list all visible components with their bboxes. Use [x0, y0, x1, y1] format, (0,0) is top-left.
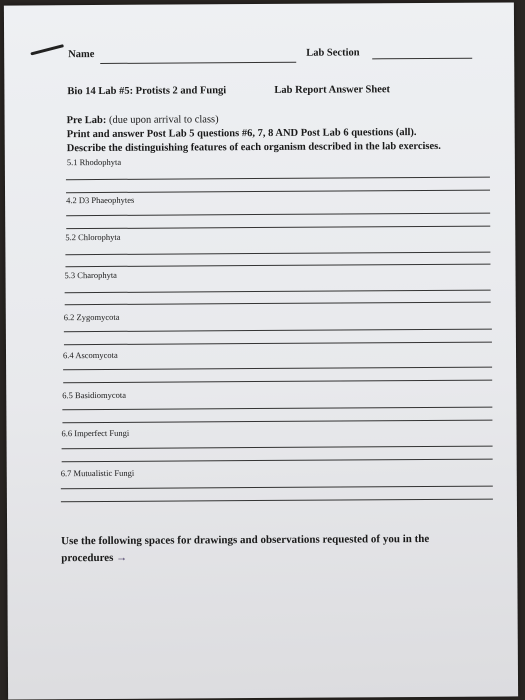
- arrow-right-icon: →: [116, 551, 128, 564]
- name-field-line[interactable]: [100, 62, 296, 64]
- answer-line[interactable]: [64, 342, 492, 346]
- question-label: 6.5 Basidiomycota: [62, 389, 127, 401]
- question-label: 5.2 Chlorophyta: [65, 231, 121, 243]
- instruction-describe: Describe the distinguishing features of each organism described in the lab exercises.: [66, 140, 441, 155]
- question-label: 6.6 Imperfect Fungi: [61, 427, 130, 439]
- procedures-label: procedures: [61, 551, 114, 565]
- answer-line[interactable]: [65, 252, 490, 256]
- question-label: 6.7 Mutualistic Fungi: [60, 467, 135, 479]
- instruction-print-answer: Print and answer Post Lab 5 questions #6, 7, 8 AND Post Lab 6 questions (all).: [66, 127, 417, 141]
- answer-line[interactable]: [62, 446, 493, 450]
- lab-section-field-line[interactable]: [372, 58, 472, 60]
- answer-line[interactable]: [61, 486, 493, 490]
- sheet-title: Lab Report Answer Sheet: [274, 84, 391, 96]
- question-label: 4.2 D3 Phaeophytes: [66, 194, 135, 206]
- worksheet-page: [4, 2, 518, 699]
- name-label: Name: [68, 49, 95, 61]
- answer-line[interactable]: [66, 177, 490, 181]
- answer-line[interactable]: [63, 367, 492, 371]
- answer-line[interactable]: [66, 226, 490, 230]
- prelab-note: (due upon arrival to class): [108, 114, 219, 126]
- answer-line[interactable]: [65, 302, 491, 306]
- prelab-line: [67, 113, 219, 128]
- pen-mark: [30, 44, 64, 55]
- question-label: 6.2 Zygomycota: [63, 311, 120, 323]
- answer-line[interactable]: [63, 380, 492, 384]
- answer-line[interactable]: [62, 420, 492, 424]
- prelab-label: Pre Lab:: [66, 114, 107, 127]
- lab-title: Bio 14 Lab #5: Protists 2 and Fungi: [67, 85, 227, 98]
- question-label: 5.3 Charophyta: [64, 269, 117, 281]
- answer-line[interactable]: [66, 213, 490, 217]
- question-label: 6.4 Ascomycota: [62, 349, 118, 361]
- answer-line[interactable]: [64, 329, 492, 333]
- drawings-instruction-cont: [61, 550, 127, 566]
- answer-line[interactable]: [62, 407, 492, 411]
- answer-line[interactable]: [62, 459, 493, 463]
- lab-section-label: Lab Section: [306, 47, 360, 59]
- answer-line[interactable]: [66, 190, 490, 194]
- answer-line[interactable]: [65, 290, 491, 294]
- question-label: 5.1 Rhodophyta: [66, 156, 122, 168]
- answer-line[interactable]: [65, 264, 490, 268]
- answer-line[interactable]: [61, 499, 493, 503]
- drawings-instruction: Use the following spaces for drawings and observations requested of you in the: [61, 532, 430, 548]
